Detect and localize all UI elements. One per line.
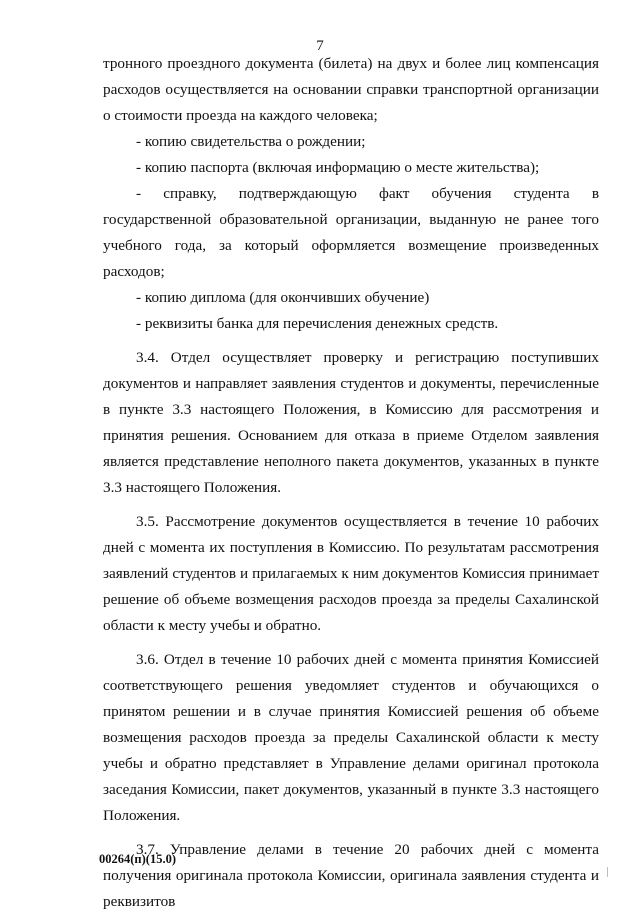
paragraph-3-7: 3.7. Управление делами в течение 20 рабочих дней с момента получения оригинала протокола Комиссии, оригинала заявления студента и реквизитов <box>103 841 599 910</box>
document-body <box>103 51 599 915</box>
list-item-birth-certificate: - копию свидетельства о рождении; <box>136 133 366 150</box>
paragraph-3-6: 3.6. Отдел в течение 10 рабочих дней с момента принятия Комиссией соответствующего решения уведомляет студентов и обучающихся о принятом решении и в случае принятия Комиссией решения об объеме возмещения расходов проезда за пределы Сахалинской области к месту учебы и обратно представляет в Управление делами оригинал протокола заседания Комиссии, пакет документов, указанный в пункте 3.3 настоящего Положения. <box>103 651 599 824</box>
paragraph-continuation: тронного проездного документа (билета) на двух и более лиц компенсация расходов осуществляется на основании справки транспортной организации о стоимости проезда на каждого человека; <box>103 55 599 124</box>
list-item-passport-copy: - копию паспорта (включая информацию о месте жительства); <box>136 159 540 176</box>
list-item-diploma-copy: - копию диплома (для окончивших обучение) <box>136 289 430 306</box>
paragraph-3-4: 3.4. Отдел осуществляет проверку и регистрацию поступивших документов и направляет заявления студентов и документы, перечисленные в пункте 3.3 настоящего Положения, в Комиссию для рассмотрения и принятия решения. Основанием для отказа в приеме Отделом заявления является представление неполного пакета документов, указанных в пункте 3.3 настоящего Положения. <box>103 349 599 496</box>
paragraph-3-5: 3.5. Рассмотрение документов осуществляется в течение 10 рабочих дней с момента их поступления в Комиссию. По результатам рассмотрения заявлений студентов и прилагаемых к ним документов Комиссия принимает решение об объеме возмещения расходов проезда за пределы Сахалинской области к месту учебы и обратно. <box>103 513 599 634</box>
document-code: 00264(п)(15.0) <box>99 852 176 866</box>
scan-mark <box>607 867 608 877</box>
list-item-bank-details: - реквизиты банка для перечисления денежных средств. <box>136 315 499 332</box>
list-item-study-certificate: - справку, подтверждающую факт обучения студента в государственной образовательной организации, выданную не ранее того учебного года, за который оформляется возмещение произведенных расходов; <box>103 185 599 280</box>
page-number: 7 <box>316 38 324 54</box>
